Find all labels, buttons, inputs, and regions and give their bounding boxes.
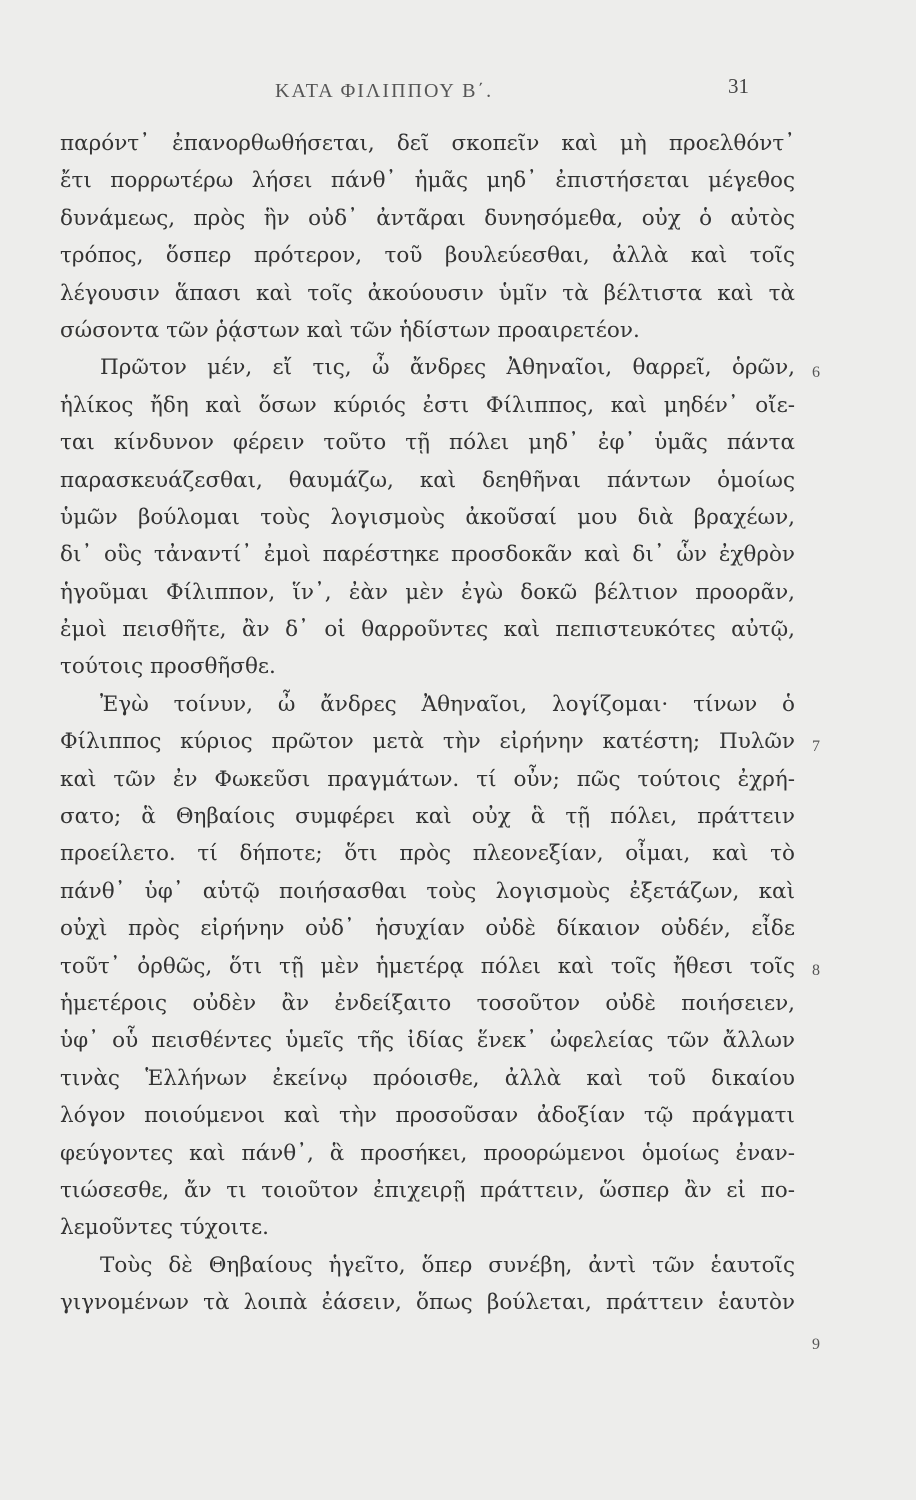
section-number-8: 8 (812, 962, 820, 979)
text-line: τινὰς Ἑλλήνων ἐκείνῳ πρόοισθε, ἀλλὰ καὶ τοῦ δικαίου (60, 1065, 795, 1091)
section-number-7: 7 (812, 738, 820, 755)
text-line: τούτοις προσθῆσθε. (60, 654, 276, 680)
body-text (60, 125, 795, 1322)
text-line: οὐχὶ πρὸς εἰρήνην οὐδ᾽ ἡσυχίαν οὐδὲ δίκαιον οὐδέν, εἶδε (60, 916, 795, 942)
text-line: ὑφ᾽ οὗ πεισθέντες ὑμεῖς τῆς ἰδίας ἕνεκ᾽ ὠφελείας τῶν ἄλλων (60, 1028, 795, 1054)
text-line: ὑμῶν βούλομαι τοὺς λογισμοὺς ἀκοῦσαί μου διὰ βραχέων, (60, 504, 795, 530)
text-line: σώσοντα τῶν ῥᾴστων καὶ τῶν ἡδίστων προαιρετέον. (60, 317, 640, 343)
section-number-6: 6 (812, 364, 820, 381)
page-number: 31 (728, 74, 749, 98)
text-line: τοῦτ᾽ ὀρθῶς, ὅτι τῇ μὲν ἡμετέρᾳ πόλει καὶ τοῖς ἤθεσι τοῖς (60, 953, 795, 979)
text-line: λεμοῦντες τύχοιτε. (60, 1215, 269, 1241)
text-line: σατο; ἃ Θηβαίοις συμφέρει καὶ οὐχ ἃ τῇ πόλει, πράττειν (60, 804, 795, 830)
running-title: ΚΑΤΑ ΦΙΛΙΠΠΟΥ Β΄. (275, 80, 494, 102)
text-line: δυνάμεως, πρὸς ἣν οὐδ᾽ ἀντᾶραι δυνησόμεθα, οὐχ ὁ αὐτὸς (60, 205, 795, 231)
text-line: ἡγοῦμαι Φίλιππον, ἵν᾽, ἐὰν μὲν ἐγὼ δοκῶ βέλτιον προορᾶν, (60, 579, 795, 605)
text-line: φεύγοντες καὶ πάνθ᾽, ἃ προσήκει, προορώμενοι ὁμοίως ἐναν- (60, 1140, 795, 1166)
text-line: Πρῶτον μέν, εἴ τις, ὦ ἄνδρες Ἀθηναῖοι, θαρρεῖ, ὁρῶν, (100, 355, 795, 381)
text-line: δι᾽ οὓς τἀναντί᾽ ἐμοὶ παρέστηκε προσδοκᾶν καὶ δι᾽ ὧν ἐχθρὸν (60, 542, 795, 568)
text-line: ἡλίκος ἤδη καὶ ὅσων κύριός ἐστι Φίλιππος, καὶ μηδέν᾽ οἴε- (60, 392, 795, 418)
text-line: πάνθ᾽ ὑφ᾽ αὑτῷ ποιήσασθαι τοὺς λογισμοὺς ἐξετάζων, καὶ (60, 878, 795, 904)
text-line: παρόντ᾽ ἐπανορθωθήσεται, δεῖ σκοπεῖν καὶ μὴ προελθόντ᾽ (60, 131, 795, 156)
text-line: Τοὺς δὲ Θηβαίους ἡγεῖτο, ὅπερ συνέβη, ἀντὶ τῶν ἑαυτοῖς (100, 1252, 795, 1278)
text-line: τιώσεσθε, ἄν τι τοιοῦτον ἐπιχειρῇ πράττειν, ὥσπερ ἂν εἰ πο- (60, 1177, 795, 1203)
text-line: ἐμοὶ πεισθῆτε, ἂν δ᾽ οἱ θαρροῦντες καὶ πεπιστευκότες αὐτῷ, (60, 617, 795, 643)
text-line: τρόπος, ὅσπερ πρότερον, τοῦ βουλεύεσθαι, ἀλλὰ καὶ τοῖς (60, 243, 795, 269)
text-line: Ἐγὼ τοίνυν, ὦ ἄνδρες Ἀθηναῖοι, λογίζομαι· τίνων ὁ (100, 691, 795, 717)
text-line: ἔτι πορρωτέρω λήσει πάνθ᾽ ἡμᾶς μηδ᾽ ἐπιστήσεται μέγεθος (60, 168, 795, 194)
text-line: παρασκευάζεσθαι, θαυμάζω, καὶ δεηθῆναι πάντων ὁμοίως (60, 467, 795, 493)
text-line: προείλετο. τί δήποτε; ὅτι πρὸς πλεονεξίαν, οἶμαι, καὶ τὸ (60, 841, 795, 867)
text-line: ται κίνδυνον φέρειν τοῦτο τῇ πόλει μηδ᾽ ἐφ᾽ ὑμᾶς πάντα (60, 430, 795, 456)
text-line: λόγον ποιούμενοι καὶ τὴν προσοῦσαν ἀδοξίαν τῷ πράγματι (60, 1103, 795, 1129)
text-line: ἡμετέροις οὐδὲν ἂν ἐνδείξαιτο τοσοῦτον οὐδὲ ποιήσειεν, (60, 990, 795, 1016)
text-line: λέγουσιν ἅπασι καὶ τοῖς ἀκούουσιν ὑμῖν τὰ βέλτιστα καὶ τὰ (60, 280, 795, 306)
text-line: καὶ τῶν ἐν Φωκεῦσι πραγμάτων. τί οὖν; πῶς τούτοις ἐχρή- (60, 766, 795, 792)
section-number-9: 9 (812, 1336, 820, 1353)
text-line: γιγνομένων τὰ λοιπὰ ἐάσειν, ὅπως βούλεται, πράττειν ἑαυτὸν (60, 1290, 795, 1316)
text-line: Φίλιππος κύριος πρῶτον μετὰ τὴν εἰρήνην κατέστη; Πυλῶν (60, 729, 795, 755)
running-head (0, 70, 916, 110)
